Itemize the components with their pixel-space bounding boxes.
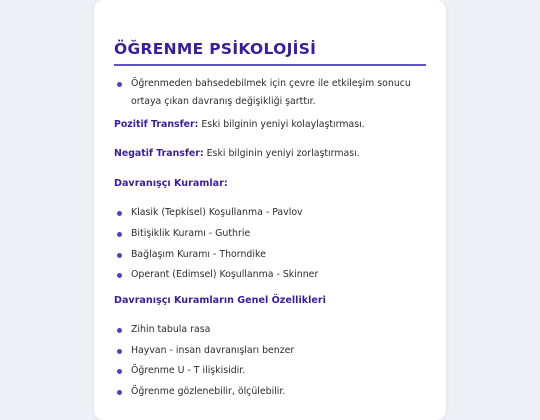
bullet-icon	[117, 273, 122, 278]
title-underline	[114, 64, 426, 66]
list-item-text: Öğrenme U - T ilişkisidir.	[131, 365, 246, 376]
list-item	[114, 362, 426, 380]
list-item	[114, 204, 426, 222]
bullet-icon	[117, 232, 122, 237]
negative-transfer-text: Eski bilginin yeniyi zorlaştırması.	[203, 148, 360, 159]
bullet-icon	[117, 349, 122, 354]
list-item	[114, 383, 426, 401]
list-item	[114, 266, 426, 284]
list-item-text: Operant (Edimsel) Koşullanma - Skinner	[131, 269, 319, 280]
positive-transfer	[114, 119, 434, 130]
positive-transfer-text: Eski bilginin yeniyi kolaylaştırması.	[198, 119, 365, 130]
bullet-icon	[117, 328, 122, 333]
bullet-icon	[117, 82, 122, 87]
bullet-icon	[117, 369, 122, 374]
bullet-icon	[117, 211, 122, 216]
list-item	[114, 321, 426, 339]
behavioral-theories-heading: Davranışçı Kuramlar:	[114, 178, 228, 189]
list-item	[114, 342, 426, 360]
list-item-text: Bağlaşım Kuramı - Thorndike	[131, 249, 266, 260]
list-item	[114, 225, 426, 243]
list-item-text: Klasik (Tepkisel) Koşullanma - Pavlov	[131, 207, 303, 218]
general-features-heading: Davranışçı Kuramların Genel Özellikleri	[114, 295, 326, 306]
list-item-text: Hayvan - insan davranışları benzer	[131, 345, 295, 356]
list-item-text: Zihin tabula rasa	[131, 324, 211, 335]
list-item-text: Bitişiklik Kuramı - Guthrie	[131, 228, 251, 239]
positive-transfer-label: Pozitif Transfer:	[114, 119, 199, 130]
negative-transfer	[114, 148, 434, 159]
bullet-icon	[117, 253, 122, 258]
intro-item	[114, 75, 426, 111]
intro-text: Öğrenmeden bahsedebilmek için çevre ile etkileşim sonucu ortaya çıkan davranış değişikliği şarttır.	[131, 78, 411, 107]
bullet-icon	[117, 390, 122, 395]
page-title: ÖĞRENME PSİKOLOJİSİ	[114, 40, 317, 58]
negative-transfer-label: Negatif Transfer:	[114, 148, 204, 159]
list-item	[114, 246, 426, 264]
list-item-text: Öğrenme gözlenebilir, ölçülebilir.	[131, 386, 286, 397]
